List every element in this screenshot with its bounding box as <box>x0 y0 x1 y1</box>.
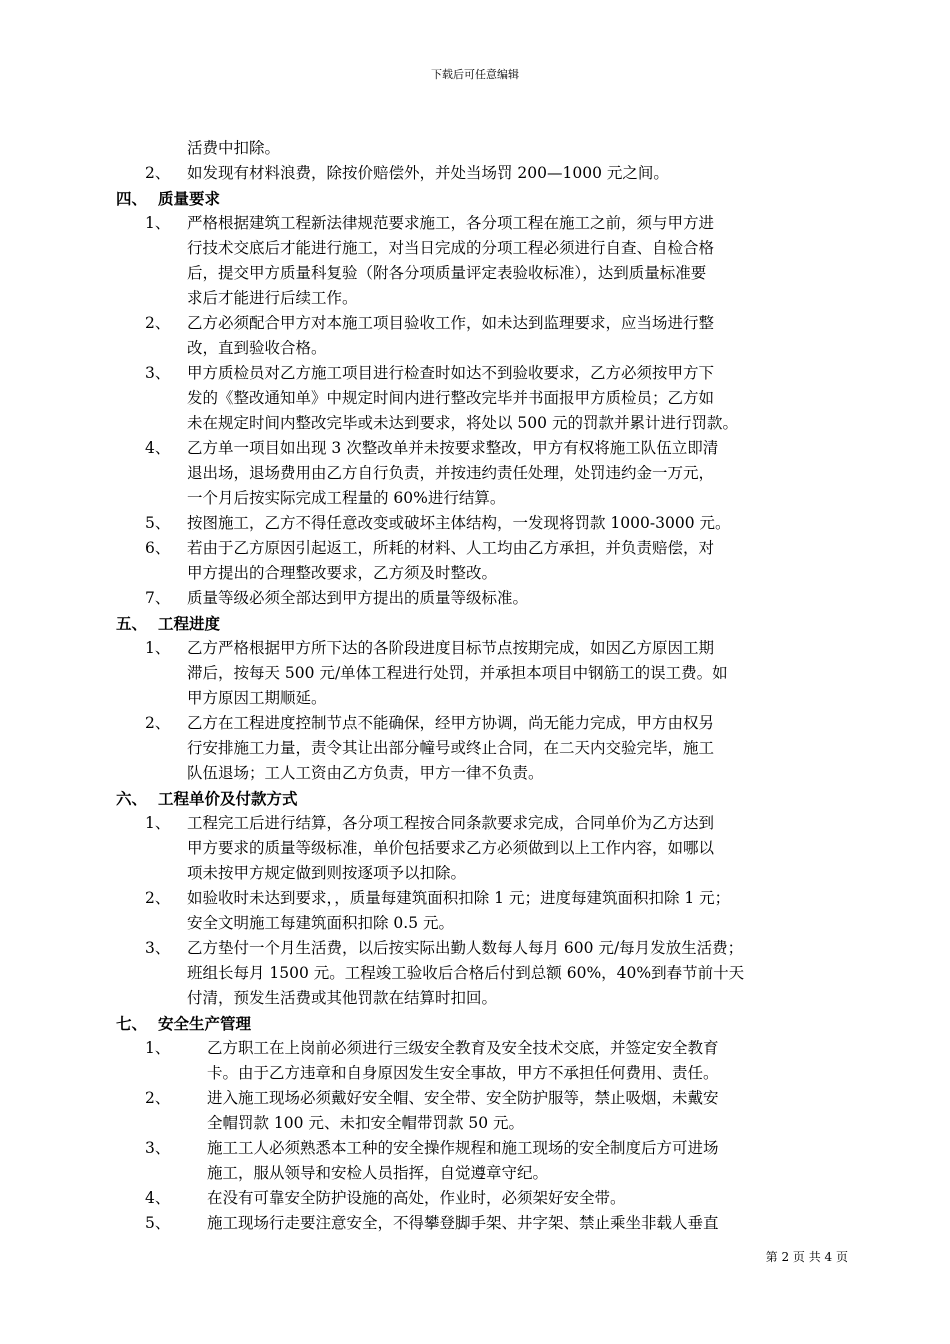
continuation-line: 行安排施工力量，责令其让出部分幢号或终止合同，在二天内交验完毕，施工 <box>187 739 715 757</box>
section-title: 工程单价及付款方式 <box>158 789 298 808</box>
section-heading <box>112 1011 852 1036</box>
item-number: 2、 <box>145 714 171 732</box>
item-number: 6、 <box>145 539 171 557</box>
item-text: 工程完工后进行结算，各分项工程按合同条款要求完成，合同单价为乙方达到 <box>187 814 715 832</box>
item-number: 4、 <box>145 1189 171 1207</box>
item-text: 乙方垫付一个月生活费，以后按实际出勤人数每人每月 600 元/每月发放生活费； <box>187 939 744 957</box>
item-number: 3、 <box>145 939 171 957</box>
item-text: 乙方必须配合甲方对本施工项目验收工作，如未达到监理要求，应当场进行整 <box>187 314 715 332</box>
section-number: 四、 <box>116 189 148 208</box>
list-item <box>112 811 852 836</box>
list-item <box>112 1136 852 1161</box>
continuation-line: 甲方提出的合理整改要求，乙方须及时整改。 <box>187 564 498 582</box>
list-item <box>112 886 852 911</box>
list-item <box>112 1186 852 1211</box>
list-item <box>112 1211 852 1236</box>
continuation-line: 甲方原因工期顺延。 <box>187 689 327 707</box>
section-title: 安全生产管理 <box>158 1014 252 1033</box>
list-item <box>112 536 852 561</box>
item-number: 2、 <box>145 889 171 907</box>
page-footer: 第 2 页 共 4 页 <box>765 1250 848 1264</box>
section-title: 质量要求 <box>158 189 221 208</box>
item-text: 乙方职工在上岗前必须进行三级安全教育及安全技术交底，并签定安全教育 <box>207 1039 719 1057</box>
item-number: 1、 <box>145 214 171 232</box>
item-text: 严格根据建筑工程新法律规范要求施工，各分项工程在施工之前，须与甲方进 <box>187 214 715 232</box>
continuation-line: 滞后，按每天 500 元/单体工程进行处罚，并承担本项目中钢筋工的误工费。如 <box>187 664 728 682</box>
item-text: 甲方质检员对乙方施工项目进行检查时如达不到验收要求，乙方必须按甲方下 <box>187 364 715 382</box>
item-text: 按图施工，乙方不得任意改变或破坏主体结构，一发现将罚款 1000-3000 元。 <box>187 514 731 532</box>
continuation-line: 项未按甲方规定做到则按逐项予以扣除。 <box>187 864 467 882</box>
continuation-line: 未在规定时间内整改完毕或未达到要求，将处以 500 元的罚款并累计进行罚款。 <box>187 414 738 432</box>
item-number: 1、 <box>145 639 171 657</box>
section-heading <box>112 611 852 636</box>
section-heading <box>112 786 852 811</box>
list-item <box>112 1086 852 1111</box>
item-text: 如发现有材料浪费，除按价赔偿外，并处当场罚 200—1000 元之间。 <box>187 164 669 182</box>
item-number: 2、 <box>145 314 171 332</box>
section-number: 六、 <box>116 789 148 808</box>
item-number: 2、 <box>145 164 171 182</box>
list-item <box>112 511 852 536</box>
list-item <box>112 211 852 236</box>
list-item <box>112 586 852 611</box>
item-number: 7、 <box>145 589 171 607</box>
item-text: 如验收时未达到要求，，质量每建筑面积扣除 1 元；进度每建筑面积扣除 1 元； <box>187 889 731 907</box>
continuation-line: 班组长每月 1500 元。工程竣工验收后合格后付到总额 60%，40%到春节前十天 <box>187 964 745 982</box>
continuation-line: 后，提交甲方质量科复验（附各分项质量评定表验收标准），达到质量标准要 <box>187 264 707 282</box>
item-number: 5、 <box>145 1214 171 1232</box>
item-number: 2、 <box>145 1089 171 1107</box>
continuation-line: 活费中扣除。 <box>187 139 281 157</box>
section-number: 七、 <box>116 1014 148 1033</box>
list-item <box>112 936 852 961</box>
list-item <box>112 161 852 186</box>
item-text: 施工工人必须熟悉本工种的安全操作规程和施工现场的安全制度后方可进场 <box>207 1139 719 1157</box>
item-number: 3、 <box>145 364 171 382</box>
continuation-line: 卡。由于乙方违章和自身原因发生安全事故，甲方不承担任何费用、责任。 <box>207 1064 719 1082</box>
list-item <box>112 1036 852 1061</box>
section-title: 工程进度 <box>158 614 221 633</box>
section-heading <box>112 186 852 211</box>
continuation-line: 发的《整改通知单》中规定时间内进行整改完毕并书面报甲方质检员；乙方如 <box>187 389 715 407</box>
item-number: 1、 <box>145 1039 171 1057</box>
item-text: 进入施工现场必须戴好安全帽、安全带、安全防护服等，禁止吸烟，未戴安 <box>207 1089 719 1107</box>
continuation-line: 一个月后按实际完成工程量的 60%进行结算。 <box>187 489 506 507</box>
continuation-line: 全帽罚款 100 元、未扣安全帽带罚款 50 元。 <box>207 1114 525 1132</box>
list-item <box>112 436 852 461</box>
continuation-line: 施工，服从领导和安检人员指挥，自觉遵章守纪。 <box>207 1164 549 1182</box>
continuation-line: 付清，预发生活费或其他罚款在结算时扣回。 <box>187 989 498 1007</box>
continuation-line: 行技术交底后才能进行施工，对当日完成的分项工程必须进行自查、自检合格 <box>187 239 715 257</box>
continuation-line: 退出场，退场费用由乙方自行负责，并按违约责任处理，处罚违约金一万元， <box>187 464 715 482</box>
continuation-line: 安全文明施工每建筑面积扣除 0.5 元。 <box>187 914 455 932</box>
item-text: 质量等级必须全部达到甲方提出的质量等级标准。 <box>187 589 529 607</box>
continuation-line: 求后才能进行后续工作。 <box>187 289 358 307</box>
continuation-line: 甲方要求的质量等级标准，单价包括要求乙方必须做到以上工作内容，如哪以 <box>187 839 715 857</box>
list-item <box>112 711 852 736</box>
item-text: 若由于乙方原因引起返工，所耗的材料、人工均由乙方承担，并负责赔偿，对 <box>187 539 715 557</box>
item-number: 3、 <box>145 1139 171 1157</box>
section-number: 五、 <box>116 614 148 633</box>
item-text: 乙方单一项目如出现 3 次整改单并未按要求整改，甲方有权将施工队伍立即清 <box>187 439 719 457</box>
item-text: 乙方在工程进度控制节点不能确保，经甲方协调，尚无能力完成，甲方由权另 <box>187 714 715 732</box>
document-body <box>112 136 852 1236</box>
item-text: 施工现场行走要注意安全，不得攀登脚手架、井字架、禁止乘坐非载人垂直 <box>207 1214 719 1232</box>
item-number: 5、 <box>145 514 171 532</box>
item-number: 4、 <box>145 439 171 457</box>
item-number: 1、 <box>145 814 171 832</box>
item-text: 乙方严格根据甲方所下达的各阶段进度目标节点按期完成，如因乙方原因工期 <box>187 639 715 657</box>
continuation-line: 改，直到验收合格。 <box>187 339 327 357</box>
continuation-line: 队伍退场；工人工资由乙方负责，甲方一律不负责。 <box>187 764 544 782</box>
item-text: 在没有可靠安全防护设施的高处，作业时，必须架好安全带。 <box>207 1189 626 1207</box>
list-item <box>112 311 852 336</box>
page-header: 下载后可任意编辑 <box>431 68 519 81</box>
list-item <box>112 636 852 661</box>
list-item <box>112 361 852 386</box>
